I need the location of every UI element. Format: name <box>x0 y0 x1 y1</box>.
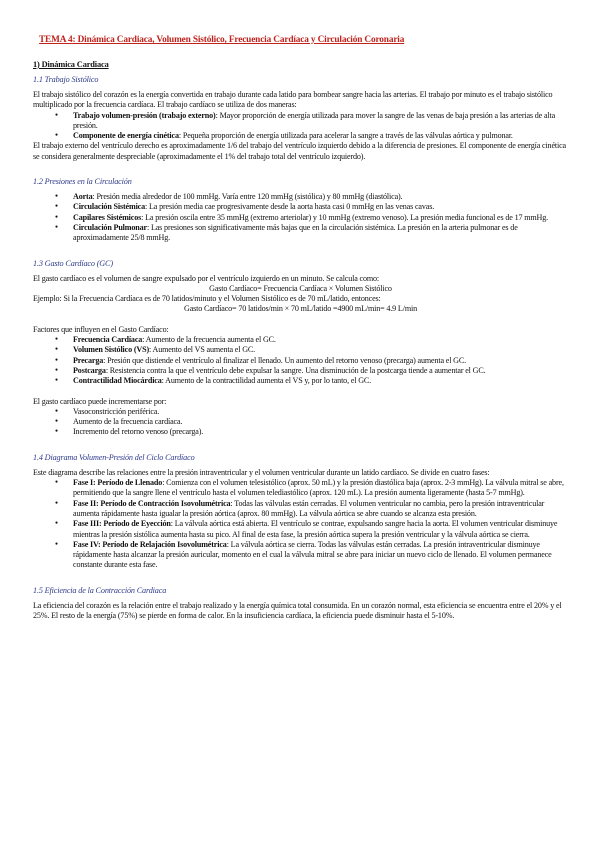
list-item <box>73 417 568 427</box>
subsection-heading: 1.3 Gasto Cardíaco (GC) <box>33 258 113 268</box>
list-item-text: : La válvula aórtica se cierra. Todas las válvulas están cerradas. La presión intraventricular disminuye rápidamente hasta alcanzar la presión auricular, momento en el cual la válvula mitral se abre para iniciar un nuevo ciclo de llenado. El volumen permanece constante durante esta fase. <box>73 539 552 570</box>
bullet-list <box>33 335 568 386</box>
list-item-term: Aorta <box>73 192 93 202</box>
list-item <box>73 376 568 386</box>
list-item <box>73 407 568 417</box>
list-item-text: Vasoconstricción periférica. <box>73 406 160 416</box>
list-item-text: : Todas las válvulas están cerradas. El volumen ventricular no cambia, pero la presión intraventricular aumenta rápidamente hasta igualar la presión aórtica (aprox. 80 mmHg). La válvula aórtica se abre cuando se alcanza esta presión. <box>73 498 545 518</box>
paragraph: La eficiencia del corazón es la relación entre el trabajo realizado y la energía química total consumida. En un corazón normal, esta eficiencia se encuentra entre el 20% y el 25%. El resto de la energía (75%) se pierde en forma de calor. En la insuficiencia cardíaca, la eficiencia puede disminuir hasta el 5-10%. <box>33 600 562 620</box>
document-title: TEMA 4: Dinámica Cardiaca, Volumen Sistólico, Frecuencia Cardíaca y Circulación Coronaria <box>39 35 405 45</box>
list-item-term: Frecuencia Cardíaca <box>73 335 143 345</box>
list-item-term: Contractilidad Miocárdica <box>73 376 162 386</box>
subsection-heading: 1.5 Eficiencia de la Contracción Cardiaca <box>33 585 167 595</box>
formula: Gasto Cardíaco= 70 latidos/min × 70 mL/latido =4900 mL/min= 4.9 L/min <box>184 304 417 314</box>
list-item-text: : La presión media cae progresivamente desde la aorta hasta casi 0 mmHg en las venas cavas. <box>145 202 435 212</box>
list-item-term: Volumen Sistólico (VS) <box>73 345 149 355</box>
list-item-term: Componente de energía cinética <box>73 131 179 141</box>
list-item-text: : Presión que distiende el ventrículo al finalizar el llenado. Un aumento del retorno venoso (precarga) aumenta el GC. <box>103 355 466 365</box>
formula: Gasto Cardíaco= Frecuencia Cardíaca × Volumen Sistólico <box>209 283 392 293</box>
bullet-list <box>33 192 568 243</box>
bullet-list <box>33 478 568 571</box>
list-item-text: Incremento del retorno venoso (precarga). <box>73 427 204 437</box>
list-item-text: : Aumento del VS aumenta el GC. <box>149 345 256 355</box>
list-item <box>73 213 568 223</box>
list-item <box>73 192 568 202</box>
list-item <box>73 519 568 540</box>
list-item-term: Circulación Pulmonar <box>73 222 147 232</box>
list-item-text: : Las presiones son significativamente más bajas que en la circulación sistémica. La presión en la arteria pulmonar es de aproximadamente 25/8 mmHg. <box>73 222 518 243</box>
paragraph: El trabajo sistólico del corazón es la energía convertida en trabajo durante cada latido para bombear sangre hacia las arterias. El trabajo por minuto es el trabajo sistólico multiplicado por la frecuencia cardíaca. El trabajo cardíaco se utiliza de dos maneras: <box>33 90 553 110</box>
list-item <box>73 356 568 366</box>
list-item <box>73 478 568 499</box>
paragraph: Ejemplo: Si la Frecuencia Cardíaca es de 70 latidos/minuto y el Volumen Sistólico es de 70 mL/latido, entonces: <box>33 294 381 304</box>
list-item-text: : Presión media alrededor de 100 mmHg. Varía entre 120 mmHg (sistólica) y 80 mmHg (diastólica). <box>92 192 403 202</box>
list-item <box>73 131 568 141</box>
list-item-term: Fase III: Período de Eyección <box>73 519 171 529</box>
bullet-list <box>33 111 568 142</box>
bullet-list <box>33 407 568 438</box>
list-item <box>73 345 568 355</box>
list-item-text: : Aumento de la frecuencia aumenta el GC. <box>142 335 276 345</box>
list-item-term: Circulación Sistémica <box>73 202 146 212</box>
subsection-heading: 1.1 Trabajo Sistólico <box>33 75 99 84</box>
list-item-text: : Aumento de la contractilidad aumenta el VS y, por lo tanto, el GC. <box>161 376 372 386</box>
list-item <box>73 111 568 132</box>
list-item-term: Fase IV: Período de Relajación Isovolumétrica <box>73 539 227 549</box>
list-item-term: Trabajo volumen-presión (trabajo externo) <box>73 110 216 120</box>
list-item-term: Fase II: Período de Contracción Isovolumétrica <box>73 498 231 508</box>
paragraph: El gasto cardíaco puede incrementarse por: <box>33 396 167 406</box>
list-item-text: : Comienza con el volumen telesistólico (aprox. 50 mL) y la presión diastólica baja (aprox. 2-3 mmHg). La válvula mitral se abre, permitiendo que la sangre llene el ventrículo hasta el volumen telediastólico (aprox. 120 mL). La presión aumenta ligeramente (hasta 5-7 mmHg). <box>73 478 564 498</box>
list-item <box>73 540 568 571</box>
list-item-text: : Resistencia contra la que el ventrículo debe expulsar la sangre. Una disminución de la postcarga tiende a aumentar el GC. <box>105 365 486 375</box>
list-item <box>73 335 568 345</box>
list-item-text: Aumento de la frecuencia cardíaca. <box>73 417 183 427</box>
subsection-heading: 1.4 Diagrama Volumen-Presión del Ciclo Cardíaco <box>33 452 195 462</box>
list-item <box>73 366 568 376</box>
list-item <box>73 202 568 212</box>
paragraph: El gasto cardíaco es el volumen de sangre expulsado por el ventrículo izquierdo en un minuto. Se calcula como: <box>33 273 380 283</box>
list-item-term: Postcarga <box>73 365 106 375</box>
list-item-term: Fase I: Período de Llenado <box>73 478 163 488</box>
paragraph: Factores que influyen en el Gasto Cardíaco: <box>33 324 169 334</box>
subsection-heading: 1.2 Presiones en la Circulación <box>33 177 132 187</box>
list-item-text: : La presión oscila entre 35 mmHg (extremo arteriolar) y 10 mmHg (extremo venoso). La presión media funcional es de 17 mmHg. <box>141 212 548 222</box>
list-item <box>73 499 568 520</box>
list-item-text: : La válvula aórtica está abierta. El ventrículo se contrae, expulsando sangre hacia la aorta. El volumen ventricular disminuye mientras la presión sistólica aumenta hasta su pico. Al final de esta fase, la presión aórtica supera la presión ventricular y la válvula aórtica se cierra. <box>73 519 558 539</box>
list-item <box>73 427 568 437</box>
paragraph: Este diagrama describe las relaciones entre la presión intraventricular y el volumen ventricular durante un latido cardíaco. Se divide en cuatro fases: <box>33 467 490 477</box>
list-item-text: : Mayor proporción de energía utilizada para mover la sangre de las venas de baja presión a las arterias de alta presión. <box>73 110 556 130</box>
list-item-text: : Pequeña proporción de energía utilizada para acelerar la sangre a través de las válvulas aórtica y pulmonar. <box>178 131 513 141</box>
list-item <box>73 223 568 244</box>
paragraph: El trabajo externo del ventrículo derecho es aproximadamente 1/6 del trabajo del ventrículo izquierdo debido a la diferencia de presiones. El componente de energía cinética se considera generalmente despreciable (aproximadamente el 1% del trabajo total del ventrículo izquierdo). <box>33 141 566 161</box>
list-item-term: Precarga <box>73 355 104 365</box>
list-item-term: Capilares Sistémicos <box>73 212 142 222</box>
section-heading: 1) Dinámica Cardiaca <box>33 60 109 69</box>
